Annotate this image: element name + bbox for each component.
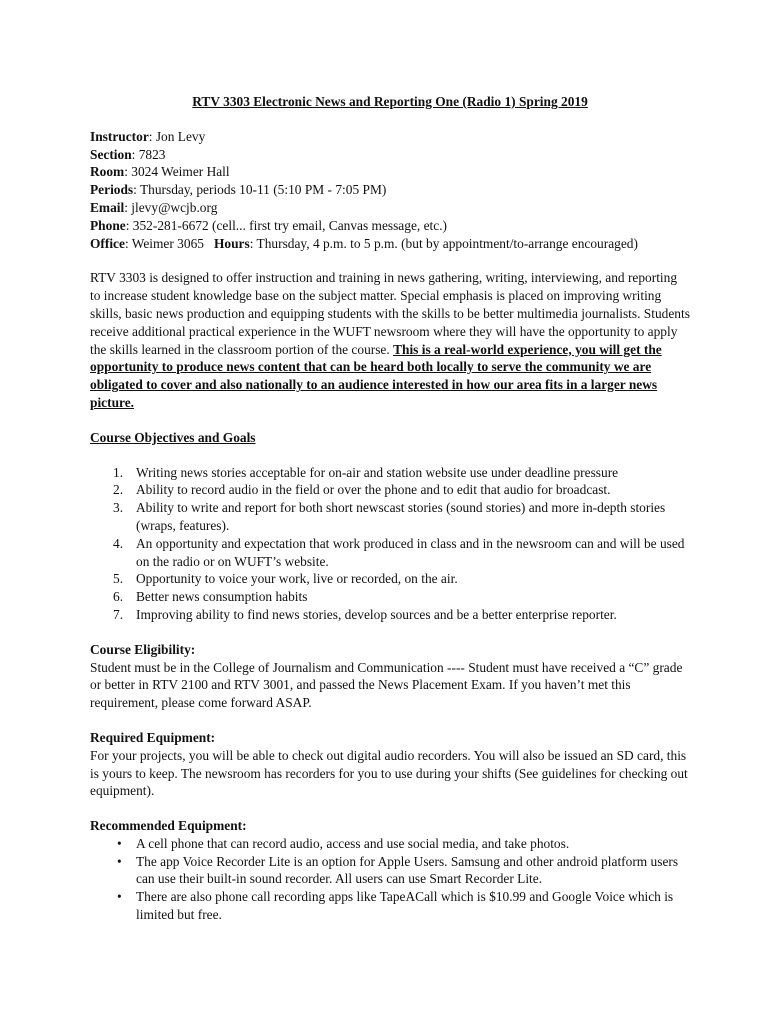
hours-value: : Thursday, 4 p.m. to 5 p.m. (but by appointment/to-arrange encouraged) (249, 235, 638, 251)
phone-line (90, 217, 690, 235)
document-title: RTV 3303 Electronic News and Reporting One (Radio 1) Spring 2019 (192, 94, 588, 109)
list-item-text: Ability to write and report for both short newscast stories (sound stories) and more in-depth stories (wraps, features). (136, 500, 666, 533)
periods-value: : Thursday, periods 10-11 (5:10 PM - 7:05 PM) (133, 182, 387, 198)
document-page (90, 93, 690, 924)
periods-label: Periods (90, 182, 134, 198)
course-description-emphasis: This is a real-world experience, you will get the opportunity to produce news content that can be heard both locally to serve the community we are obligated to cover and also nationally to an audience interested in how our area fits in a larger news picture. (90, 341, 662, 410)
course-description-text: RTV 3303 is designed to offer instruction and training in news gathering, writing, interviewing, and reporting to increase student knowledge base on the subject matter. Special emphasis is placed on improving writing skills, basic news production and equipping students with the skills to be better multimedia journalists. Students receive additional practical experience in the WUFT newsroom where they will have the opportunity to apply the skills learned in the classroom portion of the course. (90, 270, 690, 357)
list-item (90, 464, 690, 482)
list-item-number: 2. (113, 482, 124, 498)
list-item (90, 606, 690, 624)
list-item (90, 481, 690, 499)
room-line (90, 163, 690, 181)
section-value: : 7823 (131, 146, 166, 162)
list-item-number: 4. (113, 535, 124, 551)
bullet-icon: • (117, 853, 122, 869)
list-item (90, 835, 690, 853)
office-value: : Weimer 3065 (124, 235, 214, 251)
periods-line (90, 181, 690, 199)
instructor-line (90, 128, 690, 146)
instructor-label: Instructor (90, 128, 149, 144)
objectives-list (90, 464, 690, 624)
list-item-text: The app Voice Recorder Lite is an option for Apple Users. Samsung and other android platform users can use their built-in sound recorder. All users can use Smart Recorder Lite. (136, 853, 679, 887)
section-label: Section (90, 146, 132, 162)
instructor-value: : Jon Levy (148, 128, 206, 144)
office-line (90, 235, 690, 253)
email-label: Email (90, 199, 125, 215)
list-item-text: Improving ability to find news stories, develop sources and be a better enterprise reporter. (136, 606, 617, 622)
list-item-number: 1. (113, 464, 124, 480)
recommended-equipment-list (90, 835, 690, 924)
list-item (90, 588, 690, 606)
required-equipment-heading: Required Equipment: (90, 729, 216, 745)
list-item-number: 3. (113, 500, 124, 516)
list-item (90, 499, 690, 535)
list-item-text: There are also phone call recording apps like TapeACall which is $10.99 and Google Voice which is limited but free. (136, 889, 674, 923)
list-item-text: Ability to record audio in the field or over the phone and to edit that audio for broadcast. (136, 482, 611, 498)
list-item-text: Opportunity to voice your work, live or recorded, on the air. (136, 571, 458, 587)
list-item-number: 6. (113, 589, 124, 605)
course-description (90, 269, 690, 411)
list-item-text: Better news consumption habits (136, 589, 308, 605)
email-line (90, 199, 690, 217)
room-value: : 3024 Weimer Hall (124, 164, 230, 180)
phone-value: : 352-281-6672 (cell... first try email, Canvas message, etc.) (125, 217, 448, 233)
email-value: : jlevy@wcjb.org (124, 199, 218, 215)
objectives-heading: Course Objectives and Goals (90, 429, 256, 445)
section-line (90, 146, 690, 164)
list-item (90, 888, 690, 924)
list-item (90, 570, 690, 588)
list-item (90, 853, 690, 889)
room-label: Room (90, 164, 125, 180)
bullet-icon: • (117, 889, 122, 905)
hours-label: Hours (214, 235, 250, 251)
recommended-equipment-heading: Recommended Equipment: (90, 818, 247, 834)
list-item (90, 535, 690, 571)
eligibility-text: Student must be in the College of Journalism and Communication ---- Student must have received a “C” grade or better in RTV 2100 and RTV 3001, and passed the News Placement Exam. If you haven’t met this requirement, please come forward ASAP. (90, 659, 683, 711)
list-item-text: Writing news stories acceptable for on-air and station website use under deadline pressure (136, 464, 619, 480)
list-item-number: 5. (113, 571, 124, 587)
office-label: Office (90, 235, 125, 251)
bullet-icon: • (117, 835, 122, 851)
required-equipment-text: For your projects, you will be able to check out digital audio recorders. You will also be issued an SD card, this is yours to keep. The newsroom has recorders for you to use during your shifts (See guidelines for checking out equipment). (90, 747, 688, 799)
eligibility-heading: Course Eligibility: (90, 641, 196, 657)
list-item-text: A cell phone that can record audio, access and use social media, and take photos. (136, 835, 570, 851)
list-item-number: 7. (113, 606, 124, 622)
phone-label: Phone (90, 217, 126, 233)
list-item-text: An opportunity and expectation that work produced in class and in the newsroom can and will be used on the radio or on WUFT’s website. (136, 535, 685, 569)
course-info-block (90, 128, 690, 253)
